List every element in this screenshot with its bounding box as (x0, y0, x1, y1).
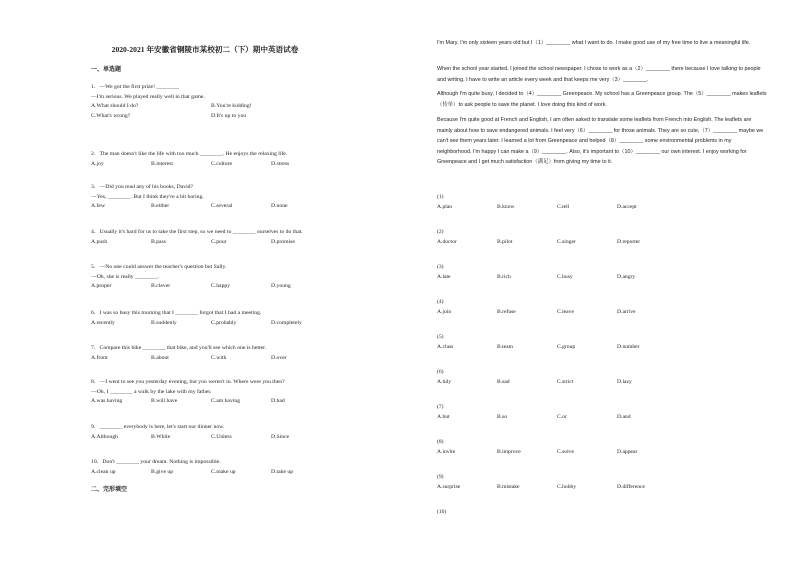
cloze-number: (8) (437, 439, 444, 445)
answer-option[interactable]: C.happy (211, 283, 231, 289)
cloze-number: (1) (437, 194, 444, 200)
question-text: —Oh, I ________ a walk by the lake with my father. (91, 388, 212, 395)
question-7 (91, 344, 381, 364)
answer-option[interactable]: B.pilot (497, 239, 513, 245)
cloze-number: (4) (437, 299, 444, 305)
answer-option[interactable]: A.What should I do? (91, 103, 139, 109)
answer-option[interactable]: A.was having (91, 398, 123, 404)
cloze-question-7 (437, 402, 767, 422)
answer-option[interactable]: D.appear (617, 449, 638, 455)
answer-option[interactable]: A.clean up (91, 468, 116, 475)
passage-paragraph: Because I'm quite good at French and English, I am often asked to translate some leaflets from French into English. The leaflets are mainly about how to save endangered animals. I feel very（6）________ for those animals. They are so cute,（7）________ maybe we can't see them years later. I learned a lot from Greenpeace and helped（8）________ some environmental problems in my neighborhood. I'm happy I can make a（9）________. Also, it's important to（10）________ our own interest. I enjoy working for Greenpeace and I get much satisfaction（满足）from giving my time to it. (437, 117, 764, 165)
answer-option[interactable]: C.hobby (557, 484, 577, 490)
answer-option[interactable]: C.pour (211, 238, 227, 245)
question-text: 8．—I went to see you yesterday evening, but you weren't in. Where were you then? (91, 379, 285, 385)
answer-option[interactable]: D.It's up to you (211, 113, 247, 119)
cloze-question-10 (437, 507, 767, 517)
cloze-number: (6) (437, 369, 444, 375)
answer-option[interactable]: D.angry (617, 274, 636, 280)
question-text: 5．—No one could answer the teacher's question but Sally. (91, 264, 227, 270)
answer-option[interactable]: A.push (91, 238, 108, 245)
cloze-question-8 (437, 437, 767, 457)
question-text: 7．Compare this bike ________ that bike, and you'll see which one is better. (91, 345, 267, 351)
answer-option[interactable]: D.reporter (617, 239, 641, 245)
question-text: 9．________ everybody is here, let's start our dinner now. (91, 424, 225, 430)
answer-option[interactable]: D.arrive (617, 309, 636, 315)
question-text: —I'm serious. We played really well in that game. (91, 93, 205, 100)
answer-option[interactable]: C.leave (557, 309, 574, 315)
answer-option[interactable]: C.culture (211, 160, 233, 167)
answer-option[interactable]: B.While (151, 433, 171, 440)
answer-option[interactable]: A.late (437, 274, 451, 280)
answer-option[interactable]: C.am having (211, 398, 241, 404)
cloze-question-5 (437, 332, 767, 352)
question-10 (91, 458, 381, 478)
cloze-number: (7) (437, 404, 444, 410)
question-5 (91, 263, 381, 292)
passage-paragraph: I'm Mary. I'm only sixteen years old but I（1）________ what I want to do. I make good use of my free time to live a meaningful life. (437, 40, 751, 46)
question-4 (91, 228, 381, 248)
answer-option[interactable]: C.tell (557, 204, 570, 210)
answer-option[interactable]: C.several (211, 203, 233, 209)
answer-option[interactable]: C.strict (557, 379, 574, 385)
answer-option[interactable]: D.stress (271, 160, 290, 167)
answer-option[interactable]: C.singer (557, 239, 576, 245)
answer-option[interactable]: B.clever (151, 283, 171, 289)
answer-option[interactable]: D.number (617, 344, 640, 350)
section-heading-cloze: 二、完形填空 (91, 487, 128, 493)
question-text: 2．The man doesn't like the life with too much ________. He enjoys the relaxing life. (91, 151, 288, 157)
question-text: 1．—We got the first prize! ________ (91, 84, 180, 90)
question-2 (91, 150, 381, 170)
answer-option[interactable]: D.none (271, 203, 288, 209)
cloze-question-1 (437, 192, 767, 212)
answer-option[interactable]: A.doctor (437, 239, 457, 245)
answer-option[interactable]: B.pass (151, 238, 167, 245)
question-text: 3．—Did you read any of his books, David? (91, 184, 194, 190)
cloze-question-3 (437, 262, 767, 282)
answer-option[interactable]: A.proper (91, 283, 112, 289)
cloze-number: (9) (437, 474, 444, 480)
answer-option[interactable]: A.join (437, 309, 452, 315)
answer-option[interactable]: B.give up (151, 468, 174, 475)
answer-option[interactable]: C.busy (557, 274, 573, 280)
passage-paragraph: Although I'm quite busy, I decided to（4）________ Greenpeace. My school has a Greenpeace group. The（5）________ makes leaflets（传单）to ask people to save the planet. I love doing this kind of work. (437, 91, 767, 108)
answer-option[interactable]: B.sad (497, 379, 510, 385)
cloze-question-9 (437, 472, 767, 492)
answer-option[interactable]: D.had (271, 398, 285, 404)
answer-option[interactable]: B.refuse (497, 309, 516, 315)
answer-option[interactable]: B.suddenly (151, 319, 177, 326)
answer-option[interactable]: C.What's wrong? (91, 113, 131, 119)
section-heading-single-choice: 一、单选题 (91, 67, 122, 73)
answer-option[interactable]: A.surprise (437, 484, 461, 490)
answer-option[interactable]: D.completely (271, 319, 302, 326)
answer-option[interactable]: A.recently (91, 319, 115, 326)
answer-option[interactable]: D.young (271, 283, 291, 289)
cloze-question-2 (437, 227, 767, 247)
answer-option[interactable]: D.Since (271, 433, 290, 440)
answer-option[interactable]: B.about (151, 354, 169, 361)
answer-option[interactable]: D.promise (271, 238, 295, 245)
answer-option[interactable]: C.make up (211, 468, 236, 475)
exam-title: 2020-2021 年安徽省铜陵市某校初二（下）期中英语试卷 (111, 45, 299, 54)
answer-option[interactable]: C.probably (211, 319, 237, 326)
question-1 (91, 83, 381, 122)
question-text: 4．Usually it's hard for us to take the first step, so we need to ________ ourselves to do that. (91, 229, 303, 235)
answer-option[interactable]: C.solve (557, 449, 574, 455)
answer-option[interactable]: B.either (151, 203, 170, 209)
answer-option[interactable]: D.and (617, 414, 631, 420)
answer-option[interactable]: D.difference (617, 484, 646, 490)
answer-option[interactable]: A.from (91, 354, 108, 361)
answer-option[interactable]: A.plan (437, 204, 453, 210)
question-3 (91, 183, 381, 212)
passage-paragraph: When the school year started, I joined the school newspaper. I chose to work as a（2）________ there because I love talking to people and writing. I have to write an article every week and that keeps me very（3）________. (437, 66, 761, 83)
answer-option[interactable]: A.Although (91, 433, 119, 440)
cloze-number: (10) (437, 509, 447, 515)
answer-option[interactable]: B.interest (151, 160, 173, 167)
answer-option[interactable]: D.lazy (617, 379, 632, 385)
answer-option[interactable]: A.but (437, 414, 450, 420)
answer-option[interactable]: B.mistake (497, 484, 520, 490)
answer-option[interactable]: B.rich (497, 274, 511, 280)
question-text: —Oh, she is really ________. (91, 273, 160, 280)
question-text: 6．I was so busy this morning that I ________ forgot that I had a meeting. (91, 310, 262, 316)
answer-option[interactable]: C.with (211, 354, 227, 361)
answer-option[interactable]: A.few (91, 203, 106, 209)
cloze-question-6 (437, 367, 767, 387)
question-text: 10．Don't ________ your dream. Nothing is impossible. (91, 459, 221, 465)
answer-option[interactable]: C.or (557, 414, 567, 420)
answer-option[interactable]: B.know (497, 204, 515, 210)
answer-option[interactable]: A.tidy (437, 379, 452, 385)
question-text: —Yes, ________. But I think they're a bit boring. (91, 193, 204, 200)
cloze-number: (5) (437, 334, 444, 340)
cloze-question-4 (437, 297, 767, 317)
answer-option[interactable]: B.team (497, 344, 514, 350)
answer-option[interactable]: A.class (437, 344, 454, 350)
cloze-number: (3) (437, 264, 444, 270)
cloze-number: (2) (437, 229, 444, 235)
answer-option[interactable]: A.joy (91, 160, 104, 167)
answer-option[interactable]: A.invite (437, 449, 456, 455)
answer-option[interactable]: D.over (271, 354, 287, 361)
answer-option[interactable]: B.so (497, 414, 508, 420)
answer-option[interactable]: D.take up (271, 468, 294, 475)
answer-option[interactable]: B.improve (497, 449, 521, 455)
answer-option[interactable]: D.accept (617, 204, 637, 210)
answer-option[interactable]: C.group (557, 344, 576, 350)
answer-option[interactable]: B.You're kidding! (211, 103, 252, 109)
answer-option[interactable]: C.Unless (211, 433, 232, 440)
answer-option[interactable]: B.will have (151, 398, 178, 404)
question-6 (91, 309, 381, 329)
question-8 (91, 378, 381, 407)
question-9 (91, 423, 381, 443)
